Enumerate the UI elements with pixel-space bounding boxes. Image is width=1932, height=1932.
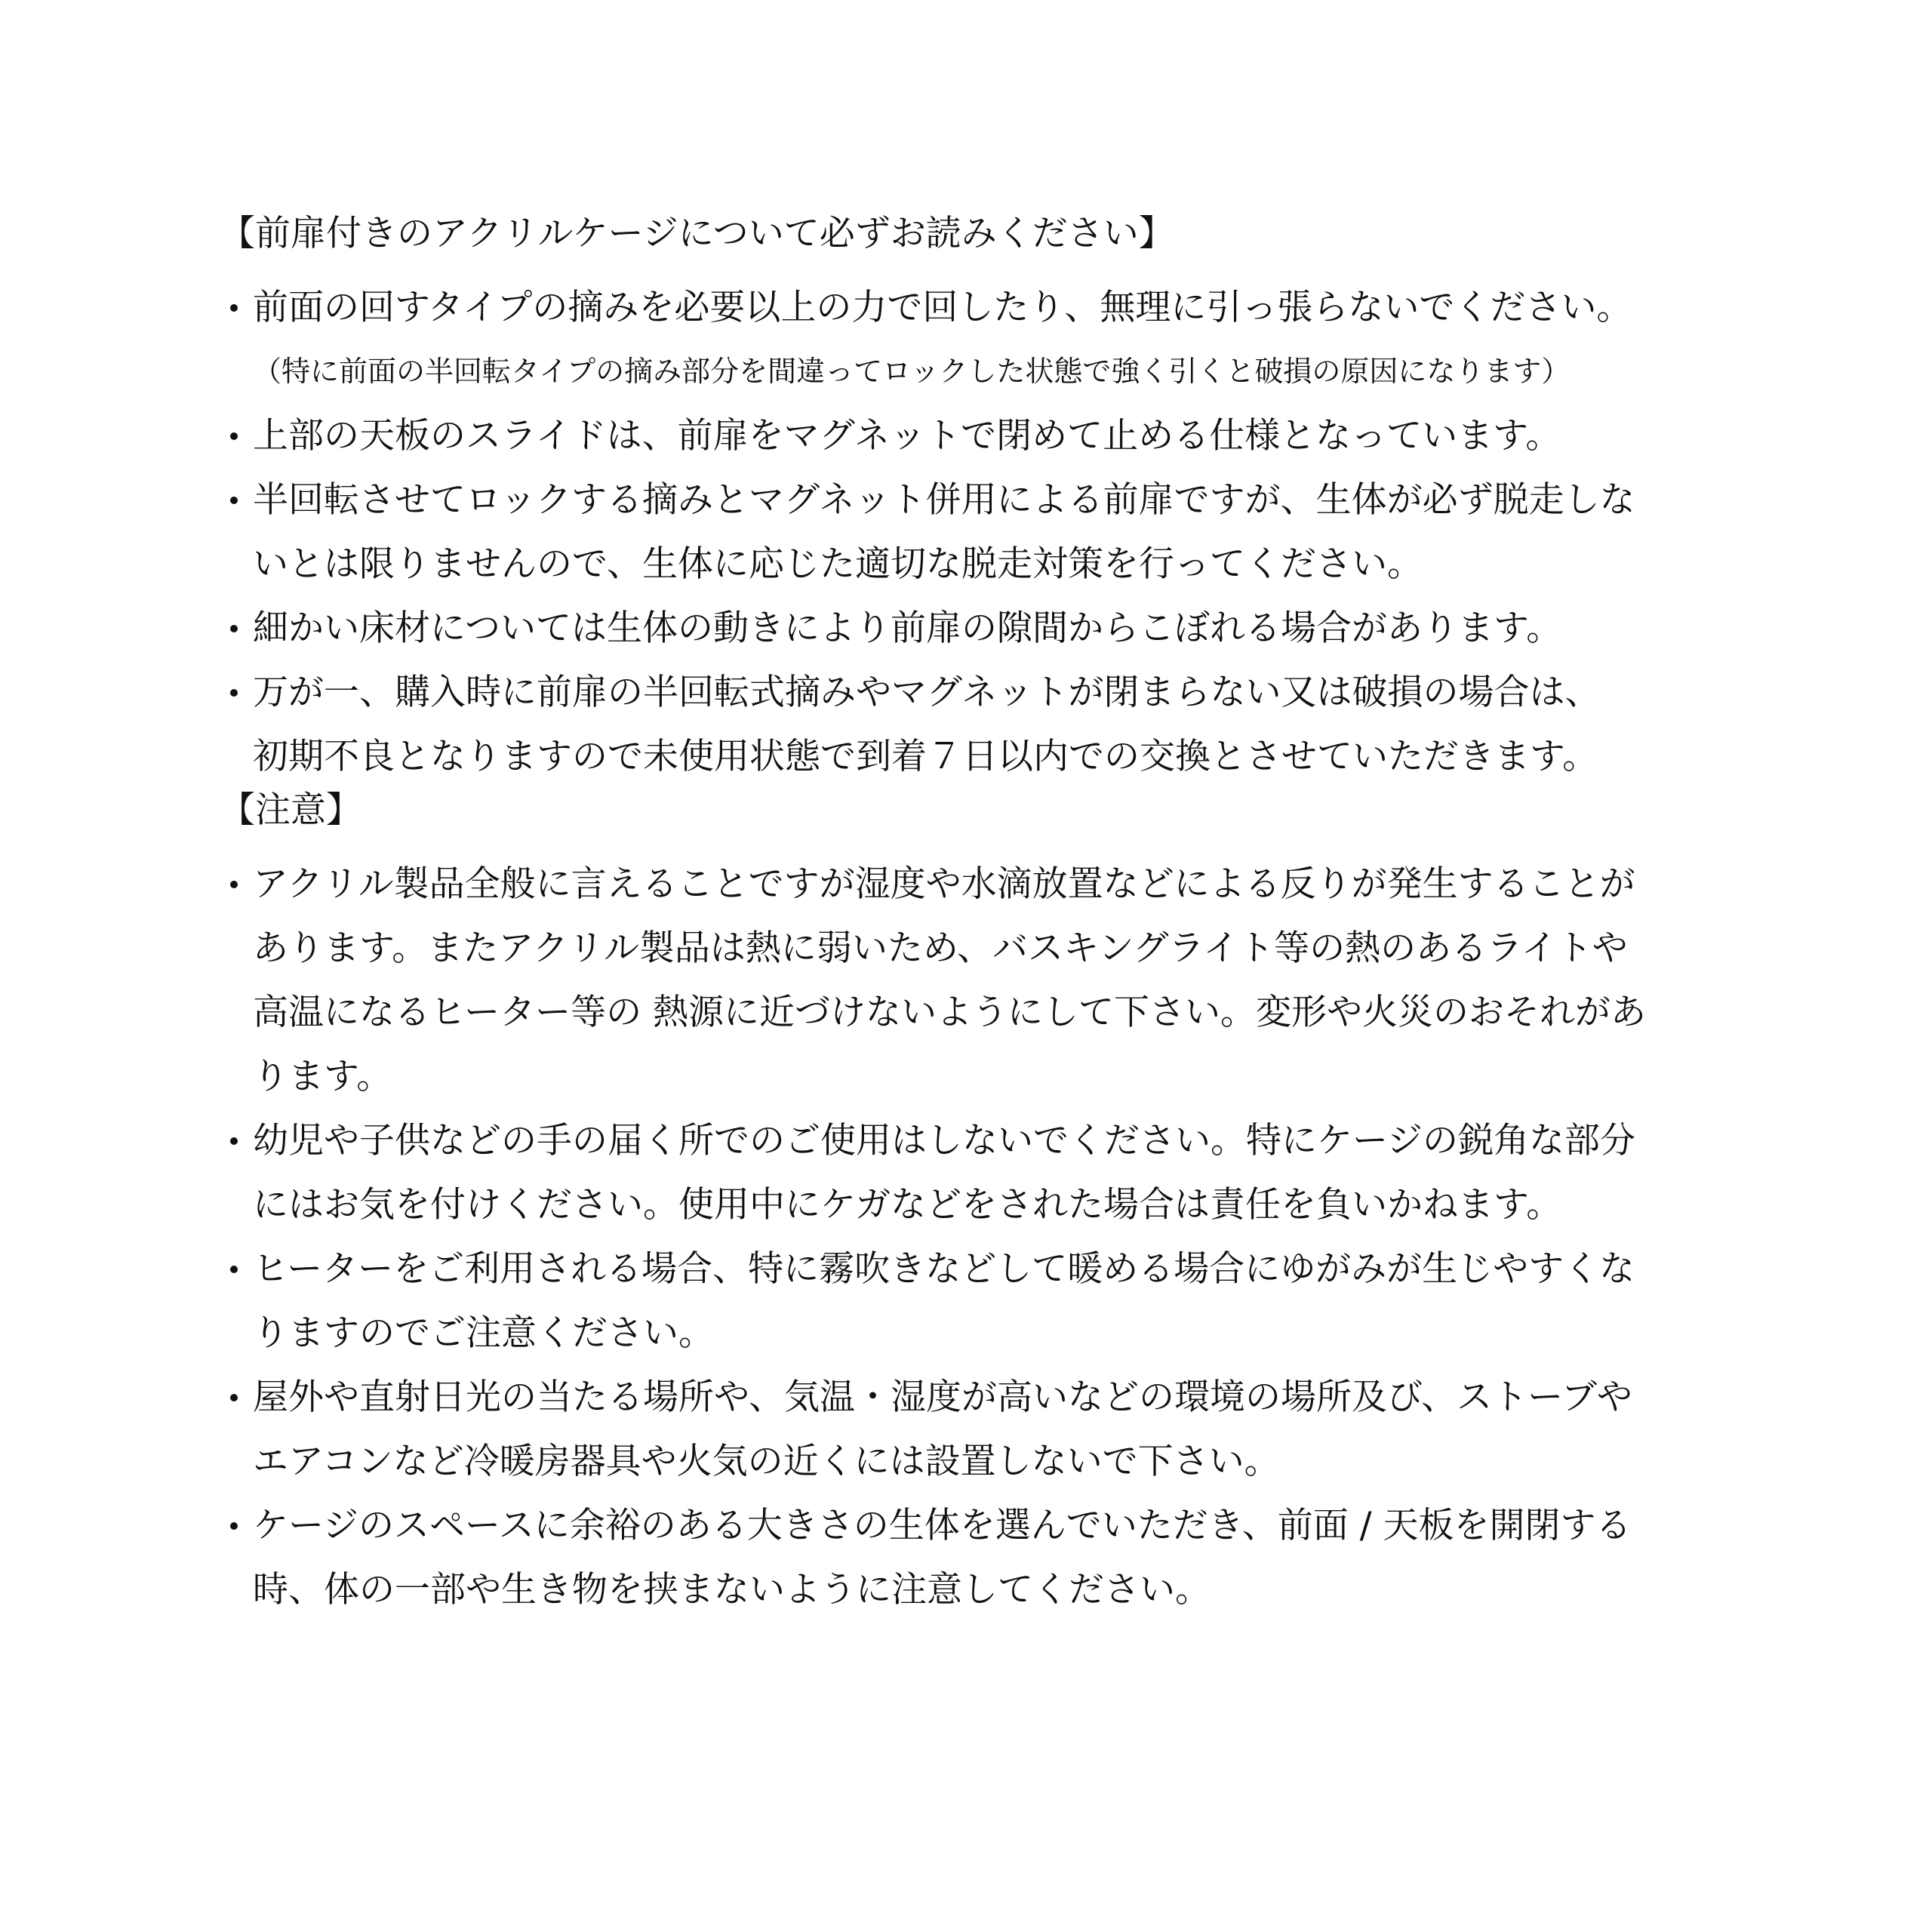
list-item	[223, 468, 1732, 596]
notice-document	[220, 211, 1732, 1622]
list-item	[223, 404, 1732, 468]
bullet-icon	[223, 1237, 245, 1301]
bullet-icon	[223, 275, 245, 340]
list-item	[223, 275, 1732, 340]
list-item-text: ります。	[253, 1056, 392, 1097]
list-item	[223, 852, 1732, 1109]
list-item	[223, 1109, 1732, 1237]
list-item-text: 半回転させてロックする摘みとマグネット併用による前扉ですが、生体が必ず脱走しな	[253, 479, 1635, 521]
bullet-icon	[223, 660, 245, 724]
list-item-text: いとは限りませんので、生体に応じた適切な脱走対策を行ってください。	[253, 543, 1423, 585]
list-item-text: 高温になるヒーター等の 熱源に近づけないようにして下さい。変形や火災のおそれがあ	[253, 992, 1647, 1033]
bullet-icon	[223, 596, 245, 660]
list-item	[223, 1494, 1732, 1622]
list-item-text: 前面の回すタイプの摘みを必要以上の力で回したり、無理に引っ張らないでください。	[253, 287, 1632, 328]
list-item-text: にはお気を付けください。使用中にケガなどをされた場合は責任を負いかねます。	[253, 1184, 1562, 1226]
section-heading-acrylic-cage: 【前扉付きのアクリルケージについて必ずお読みください】	[220, 213, 1174, 254]
list-item-text: 上部の天板のスライドは、前扉をマグネットで閉めて止める仕様となっています。	[253, 415, 1561, 457]
list-item-text: 屋外や直射日光の当たる場所や、気温・湿度が高いなどの環境の場所及び、ストーブや	[253, 1377, 1632, 1418]
list-item-text: 初期不良となりますので未使用状態で到着７日以内での交換とさせていただきます。	[253, 736, 1598, 777]
bullet-icon	[223, 1365, 245, 1429]
list-item-text: 細かい床材については生体の動きにより前扉の隙間からこぼれる場合があります。	[253, 608, 1562, 649]
list-item-text: 時、体の一部や生き物を挟まないように注意してください。	[253, 1569, 1211, 1611]
bullet-icon	[223, 1494, 245, 1558]
bullet-icon	[223, 852, 245, 916]
bullet-icon	[223, 1109, 245, 1173]
bullet-icon	[223, 468, 245, 532]
section-heading-caution: 【注意】	[220, 789, 361, 831]
list-item-text: 幼児や子供などの手の届く所でのご使用はしないでください。特にケージの鋭角な部分	[253, 1120, 1636, 1161]
list-item	[223, 1237, 1732, 1365]
list-item	[223, 660, 1732, 789]
list-item-text: ケージのスペースに余裕のある大きさの生体を選んでいただき、前面 / 天板を開閉する	[253, 1505, 1632, 1546]
list-item-text: あります。またアクリル製品は熱に弱いため、バスキングライト等の熱のあるライトや	[253, 928, 1628, 969]
list-item-text: ヒーターをご利用される場合、特に霧吹きなどして暖める場合にゆがみが生じやすくな	[253, 1248, 1635, 1290]
bullet-icon	[223, 404, 245, 468]
list-item-text: りますのでご注意ください。	[253, 1312, 714, 1354]
list-item-text: エアコンなど冷暖房器具や火気の近くには設置しないで下さい。	[253, 1441, 1280, 1482]
list-item-text: アクリル製品全般に言えることですが湿度や水滴放置などによる反りが発生することが	[253, 863, 1635, 905]
list-item-note: （特に前面の半回転タイプの摘み部分を間違ってロックした状態で強く引くと破損の原因になります）	[253, 355, 1571, 388]
list-item	[223, 1365, 1732, 1494]
list-item-text: 万が一、購入時に前扉の半回転式摘みやマグネットが閉まらない又は破損の場合は、	[253, 672, 1601, 713]
list-item	[223, 596, 1732, 660]
